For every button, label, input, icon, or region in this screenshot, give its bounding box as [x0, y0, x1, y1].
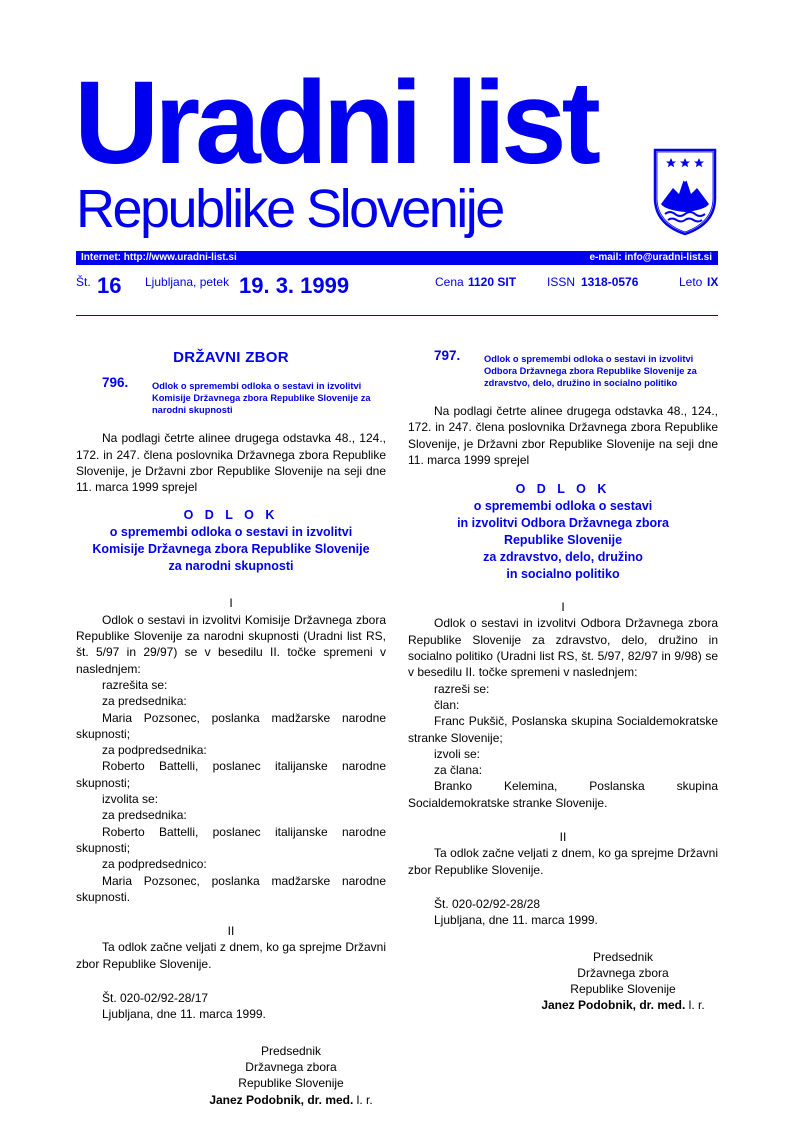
list-line: razreši se:: [434, 681, 490, 696]
entry-796: [76, 375, 386, 416]
article-text: Ta odlok začne veljati z dnem, ko ga sprejme Državni zbor Republike Slovenije.: [76, 940, 386, 971]
list-line: Maria Pozsonec, poslanka madžarske narodne skupnosti.: [76, 873, 386, 904]
header-divider: [76, 315, 718, 316]
doc-title-block: [408, 481, 718, 583]
list-line: Franc Pukšič, Poslanska skupina Socialdemokratske stranke Slovenije;: [408, 714, 718, 745]
price-value: 1120 SIT: [468, 275, 517, 289]
doc-heading: O D L O K: [183, 508, 279, 523]
price-label: Cena: [435, 275, 464, 289]
list-line: član:: [434, 697, 460, 712]
issue-row: [76, 272, 718, 302]
issn-label: ISSN: [547, 275, 576, 289]
issue-number: 16: [97, 273, 122, 298]
article-text: Ta odlok začne veljati z dnem, ko ga sprejme Državni zbor Republike Slovenije.: [408, 846, 718, 877]
list-line: Maria Pozsonec, poslanka madžarske narodne skupnosti;: [76, 710, 386, 741]
doc-title-line: za narodni skupnosti: [168, 559, 294, 574]
article-number: II: [559, 830, 567, 845]
article-text: Odlok o sestavi in izvolitvi Komisije Državnega zbora Republike Slovenije za narodni skupnosti (Uradni list RS, št. 5/97 in 29/97) se v besedilu II. točke spremeni v naslednjem:: [76, 612, 386, 676]
list-line: za podpredsednika:: [102, 743, 207, 758]
doc-title-line: o spremembi odloka o sestavi in izvolitvi: [109, 525, 353, 540]
list-line: izvoli se:: [434, 746, 481, 761]
doc-title-line: Republike Slovenije: [503, 533, 623, 548]
signature-block: [196, 1043, 386, 1108]
entry-number: 796.: [102, 375, 129, 391]
place-date: Ljubljana, dne 11. marca 1999.: [434, 913, 598, 928]
list-line: za člana:: [434, 763, 483, 778]
doc-title-line: in izvolitvi Odbora Državnega zbora: [457, 516, 669, 531]
article-text: Odlok o sestavi in izvolitvi Odbora Državnega zbora Republike Slovenije za zdravstvo, delo, družino in socialno politiko (Uradni list RS, št. 5/97, 82/97 in 9/98) se v besedilu II. točke spremeni v naslednjem:: [408, 616, 718, 680]
entry-number: 797.: [434, 348, 461, 363]
year-label: Leto: [679, 275, 703, 289]
list-line: za predsednika:: [102, 808, 187, 823]
entry-797: [408, 348, 718, 389]
list-line: Branko Kelemina, Poslanska skupina Socialdemokratske stranke Slovenije.: [408, 779, 718, 810]
intro-paragraph: Na podlagi četrte alinee drugega odstavka 48., 124., 172. in 247. člena poslovnika Državnega zbora Republike Slovenije, je Državni zbor Republike Slovenije na seji dne 11. marca 1999 sprejel: [76, 431, 386, 495]
reference-number: Št. 020-02/92-28/28: [434, 896, 541, 911]
signature-line: Predsednik: [260, 1043, 322, 1058]
left-column: [76, 349, 386, 1107]
signature-line: Republike Slovenije: [570, 982, 676, 997]
article-number: I: [229, 596, 233, 611]
signatory-name: Janez Podobnik, dr. med.: [541, 998, 686, 1013]
signature-line: Predsednik: [592, 949, 654, 964]
signature-line: Državnega zbora: [577, 965, 669, 980]
right-column: [408, 348, 718, 1053]
article-number: II: [227, 924, 235, 939]
issn-value: 1318-0576: [581, 275, 639, 289]
list-line: za predsednika:: [102, 694, 187, 709]
internet-link[interactable]: Internet: http://www.uradni-list.si: [81, 252, 237, 263]
doc-title-line: za zdravstvo, delo, družino: [483, 550, 643, 565]
signature-block: [528, 949, 718, 1014]
article-number: I: [561, 600, 565, 615]
coat-of-arms-icon: [651, 146, 719, 236]
list-line: Roberto Battelli, poslanec italijanske narodne skupnosti;: [76, 759, 386, 790]
section-heading: DRŽAVNI ZBOR: [173, 349, 289, 366]
entry-title: Odlok o spremembi odloka o sestavi in izvolitvi Komisije Državnega zbora Republike Slovenije za narodni skupnosti: [152, 381, 371, 416]
reference-number: Št. 020-02/92-28/17: [102, 991, 209, 1006]
doc-title-line: o spremembi odloka o sestavi: [473, 499, 653, 514]
place-day: Ljubljana, petek: [145, 275, 230, 289]
list-line: za podpredsednico:: [102, 857, 207, 872]
masthead-title: Uradni list: [74, 57, 596, 189]
list-line: izvolita se:: [102, 792, 159, 807]
doc-title-line: in socialno politiko: [506, 567, 620, 582]
signature-suffix: l. r.: [685, 998, 705, 1013]
issue-date: 19. 3. 1999: [239, 273, 350, 298]
place-date: Ljubljana, dne 11. marca 1999.: [102, 1007, 266, 1022]
list-line: Roberto Battelli, poslanec italijanske narodne skupnosti;: [76, 824, 386, 855]
masthead-subtitle: Republike Slovenije: [76, 179, 503, 239]
intro-paragraph: Na podlagi četrte alinee drugega odstavka 48., 124., 172. in 247. člena poslovnika Državnega zbora Republike Slovenije, je Državni zbor Republike Slovenije na seji dne 11. marca 1999 sprejel: [408, 404, 718, 467]
doc-title-block: [76, 507, 386, 575]
doc-heading: O D L O K: [515, 482, 611, 497]
doc-title-line: Komisije Državnega zbora Republike Slovenije: [92, 542, 370, 557]
info-bar: [76, 251, 718, 265]
signatory-name: Janez Podobnik, dr. med.: [209, 1092, 354, 1107]
email-link[interactable]: e-mail: info@uradni-list.si: [589, 252, 712, 263]
entry-title: Odlok o spremembi odloka o sestavi in izvolitvi Odbora Državnega zbora Republike Slovenije za zdravstvo, delo, družino in socialno politiko: [484, 354, 697, 388]
list-line: razrešita se:: [102, 677, 168, 692]
signature-line: Republike Slovenije: [238, 1076, 344, 1091]
year-value: IX: [707, 275, 719, 289]
signature-suffix: l. r.: [353, 1092, 373, 1107]
signature-line: Državnega zbora: [245, 1059, 337, 1074]
issue-label: Št.: [76, 275, 91, 289]
